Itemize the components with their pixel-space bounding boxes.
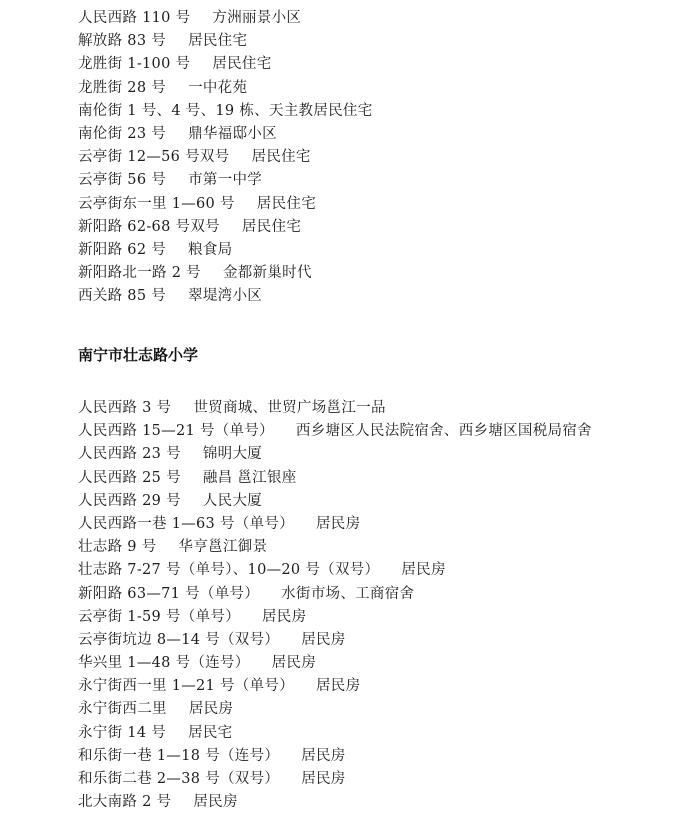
- address-row: [78, 791, 678, 814]
- address-row: [78, 513, 678, 536]
- street-address: 新阳路 63—71 号（单号）: [78, 585, 260, 602]
- address-row: [78, 285, 678, 308]
- residence-name: 居民房: [316, 678, 361, 695]
- street-address: 人民西路 29 号: [78, 492, 181, 509]
- residence-name: 居民住宅: [188, 33, 248, 50]
- residence-name: 居民房: [271, 655, 316, 672]
- street-address: 新阳路 62-68 号双号: [78, 218, 220, 235]
- street-address: 人民西路 15—21 号（单号）: [78, 423, 274, 440]
- address-row: [78, 420, 678, 443]
- street-address: 和乐街一巷 1—18 号（连号）: [78, 747, 280, 764]
- street-address: 和乐街二巷 2—38 号（双号）: [78, 771, 280, 787]
- street-address: 壮志路 9 号: [78, 539, 157, 556]
- residence-name: 锦明大厦: [202, 446, 263, 463]
- address-row: [78, 216, 678, 239]
- street-address: 云亭街 12—56 号双号: [78, 149, 230, 166]
- address-row: [78, 146, 678, 169]
- address-row: [78, 722, 678, 745]
- address-row: [78, 698, 678, 721]
- address-row: [78, 536, 678, 559]
- address-row: [78, 7, 678, 30]
- address-row: [78, 169, 678, 192]
- address-row: [78, 467, 678, 490]
- address-row: [78, 262, 678, 285]
- address-row: [78, 490, 678, 513]
- residence-name: 居民房: [193, 794, 238, 811]
- address-row: [78, 53, 678, 76]
- address-row: [78, 123, 678, 146]
- residence-name: 翠堤湾小区: [188, 288, 263, 305]
- address-row: [78, 100, 678, 123]
- address-row: [78, 652, 678, 675]
- street-address: 永宁街西一里 1—21 号（单号）: [78, 678, 294, 695]
- residence-name: 居民宅: [188, 724, 233, 741]
- street-address: 人民西路 110 号: [78, 10, 191, 26]
- residence-name: 人民大厦: [202, 492, 263, 509]
- address-row: [78, 559, 678, 582]
- street-address: 壮志路 7-27 号（单号）、10—20 号（双号）: [78, 562, 380, 579]
- residence-name: 居民房: [301, 747, 346, 764]
- street-address: 华兴里 1—48 号（连号）: [78, 655, 250, 672]
- address-row: [78, 77, 678, 100]
- address-row: [78, 30, 678, 53]
- street-address: 永宁街西二里: [78, 701, 167, 718]
- street-address: 人民西路 23 号: [78, 446, 181, 463]
- street-address: 解放路 83 号: [78, 33, 167, 50]
- residence-name: 居民房: [301, 771, 346, 787]
- residence-name: 金都新巢时代: [222, 265, 312, 282]
- residence-name: 华亨邕江御景: [178, 539, 268, 556]
- residence-name: 鼎华福邸小区: [188, 125, 277, 142]
- address-list-zhuangzhilu: [78, 397, 678, 814]
- residence-name: 居民房: [188, 701, 234, 718]
- residence-name: 居民住宅: [251, 149, 311, 166]
- street-address: 龙胜街 1-100 号: [78, 56, 191, 73]
- street-address: 云亭街坑边 8—14 号（双号）: [78, 631, 280, 648]
- street-address: 人民西路 3 号: [78, 400, 172, 416]
- residence-name: 融昌 邕江银座: [202, 469, 297, 486]
- residence-name: 市第一中学: [188, 172, 263, 189]
- residence-name: 居民房: [316, 515, 361, 532]
- address-row: [78, 583, 678, 606]
- address-row: [78, 745, 678, 768]
- address-row: [78, 239, 678, 262]
- residence-name: 世贸商城、世贸广场邕江一品: [193, 400, 386, 416]
- residence-name: 西乡塘区人民法院宿舍、西乡塘区国税局宿舍: [295, 423, 592, 440]
- residence-name: 粮食局: [188, 241, 233, 258]
- address-row: [78, 397, 678, 420]
- street-address: 龙胜街 28 号: [78, 79, 167, 96]
- address-row: [78, 629, 678, 652]
- street-address: 新阳路 62 号: [78, 241, 167, 258]
- address-row: [78, 193, 678, 216]
- residence-name: 方洲丽景小区: [212, 10, 302, 26]
- residence-name: 居民房: [262, 608, 307, 625]
- street-address: 南伦街 1 号、4 号、19 栋、天主教居民住宅: [78, 102, 373, 119]
- street-address: 西关路 85 号: [78, 288, 167, 305]
- street-address: 人民西路一巷 1—63 号（单号）: [78, 515, 294, 532]
- street-address: 南伦街 23 号: [78, 125, 167, 142]
- street-address: 云亭街东一里 1—60 号: [78, 195, 235, 212]
- residence-name: 水街市场、工商宿舍: [281, 585, 415, 602]
- residence-name: 一中花苑: [188, 79, 248, 96]
- residence-name: 居民住宅: [241, 218, 302, 235]
- residence-name: 居民住宅: [256, 195, 316, 212]
- address-row: [78, 768, 678, 791]
- residence-name: 居民住宅: [212, 56, 272, 73]
- address-row: [78, 443, 678, 466]
- residence-name: 居民房: [301, 631, 346, 648]
- address-list-top: [78, 7, 678, 308]
- address-row: [78, 675, 678, 698]
- street-address: 永宁街 14 号: [78, 724, 167, 741]
- street-address: 北大南路 2 号: [78, 794, 172, 811]
- street-address: 人民西路 25 号: [78, 469, 181, 486]
- street-address: 云亭街 1-59 号（单号）: [78, 608, 240, 625]
- school-section-title: 南宁市壮志路小学: [78, 346, 199, 364]
- residence-name: 居民房: [401, 562, 446, 579]
- address-row: [78, 606, 678, 629]
- street-address: 云亭街 56 号: [78, 172, 167, 189]
- street-address: 新阳路北一路 2 号: [78, 265, 201, 282]
